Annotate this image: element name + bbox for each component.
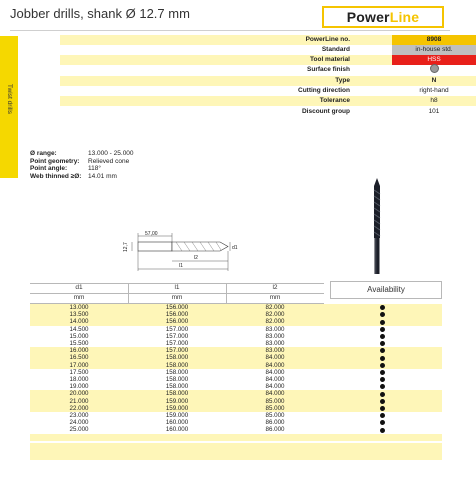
table-cell-l1: 156.000 bbox=[165, 304, 189, 311]
table-row bbox=[30, 354, 324, 361]
table-cell-d1: 16.000 bbox=[69, 347, 89, 355]
availability-dot-icon bbox=[380, 341, 385, 346]
table-cell-l2: 83.000 bbox=[265, 325, 285, 333]
spec-row-discount-group bbox=[60, 107, 476, 117]
column-header-d1: d1 bbox=[75, 284, 83, 291]
table-cell-d1: 17.500 bbox=[69, 368, 89, 376]
table-cell-d1: 14.000 bbox=[69, 318, 89, 326]
header-divider bbox=[10, 30, 450, 31]
param-key: Web thinned ≥Ø: bbox=[30, 172, 82, 180]
spec-row-standard bbox=[60, 45, 476, 55]
table-cell-d1: 13.500 bbox=[69, 311, 89, 319]
availability-dot-icon bbox=[380, 305, 385, 310]
table-cell-l1: 158.000 bbox=[165, 368, 189, 376]
table-cell-l1: 158.000 bbox=[165, 361, 189, 369]
param-key: Ø range: bbox=[30, 150, 57, 157]
table-cell-d1: 15.500 bbox=[69, 340, 89, 347]
param-value: Relieved cone bbox=[88, 157, 130, 165]
availability-dot-icon bbox=[380, 420, 385, 425]
table-cell-l2: 84.000 bbox=[265, 390, 285, 398]
table-cell-l2: 83.000 bbox=[265, 332, 285, 340]
table-row bbox=[30, 426, 324, 433]
table-cell-l2: 82.000 bbox=[265, 318, 285, 326]
param-row bbox=[30, 150, 134, 158]
availability-dot-icon bbox=[380, 413, 385, 418]
table-body bbox=[30, 304, 442, 434]
availability-dot-icon bbox=[380, 312, 385, 317]
table-cell-l1: 159.000 bbox=[165, 412, 189, 419]
spec-label: Tool material bbox=[310, 56, 350, 63]
availability-dot-icon bbox=[380, 377, 385, 382]
table-cell-l1: 158.000 bbox=[165, 390, 189, 398]
table-cell-l1: 159.000 bbox=[165, 404, 189, 412]
table-row bbox=[30, 405, 324, 412]
spec-value-powerline-no: 8908 bbox=[392, 35, 476, 45]
spec-row-tolerance bbox=[60, 96, 476, 106]
spec-value-discount-group: 101 bbox=[428, 108, 440, 115]
unit-l2: mm bbox=[269, 294, 281, 301]
row-band bbox=[30, 434, 442, 441]
table-row bbox=[30, 390, 324, 397]
availability-dot-icon bbox=[380, 327, 385, 332]
table-cell-l2: 83.000 bbox=[265, 347, 285, 355]
table-row bbox=[30, 318, 324, 325]
table-cell-l1: 157.000 bbox=[165, 340, 189, 347]
table-row bbox=[30, 311, 324, 318]
spec-row-type bbox=[60, 76, 476, 86]
table-cell-d1: 22.000 bbox=[69, 404, 89, 412]
table-cell-l2: 84.000 bbox=[265, 383, 285, 391]
table-cell-l1: 159.000 bbox=[165, 397, 189, 405]
dim-left-label: 12,7 bbox=[123, 242, 129, 252]
spec-row-surface-finish bbox=[60, 65, 476, 75]
spec-value-tolerance: h8 bbox=[430, 97, 438, 104]
table-row bbox=[30, 362, 324, 369]
spec-label: Standard bbox=[321, 46, 350, 53]
parameter-list bbox=[30, 150, 134, 180]
side-tab-label: Twist drills bbox=[6, 84, 13, 114]
table-cell-d1: 14.500 bbox=[69, 325, 89, 333]
availability-dot-icon bbox=[380, 384, 385, 389]
table-cell-d1: 15.000 bbox=[69, 332, 89, 340]
availability-header: Availability bbox=[367, 285, 405, 294]
table-cell-d1: 17.000 bbox=[69, 361, 89, 369]
table-cell-d1: 18.000 bbox=[69, 376, 89, 383]
spec-label: Type bbox=[335, 77, 350, 84]
table-cell-l1: 156.000 bbox=[165, 311, 189, 319]
availability-dot-icon bbox=[380, 356, 385, 361]
dim-l1-label: l1 bbox=[179, 263, 183, 269]
dim-d1-label: d1 bbox=[232, 245, 238, 251]
table-cell-l2: 85.000 bbox=[265, 404, 285, 412]
gray-circle-icon bbox=[430, 64, 439, 73]
spec-label: Tolerance bbox=[319, 97, 350, 104]
table-cell-l2: 83.000 bbox=[265, 340, 285, 347]
table-cell-l2: 84.000 bbox=[265, 376, 285, 383]
table-cell-d1: 25.000 bbox=[69, 426, 89, 434]
spec-label: PowerLine no. bbox=[305, 36, 350, 43]
table-cell-l1: 157.000 bbox=[165, 347, 189, 355]
spec-value-standard: in-house std. bbox=[392, 45, 476, 55]
table-cell-l2: 85.000 bbox=[265, 412, 285, 419]
param-row bbox=[30, 165, 134, 173]
table-cell-l1: 158.000 bbox=[165, 383, 189, 391]
table-cell-l2: 85.000 bbox=[265, 397, 285, 405]
spec-value-surface-finish bbox=[392, 65, 476, 75]
param-key: Point geometry: bbox=[30, 157, 80, 165]
availability-dot-icon bbox=[380, 428, 385, 433]
powerline-logo bbox=[322, 6, 444, 28]
table-row bbox=[30, 347, 324, 354]
unit-d1: mm bbox=[73, 294, 85, 301]
spec-value-cutting-direction: right-hand bbox=[419, 87, 449, 94]
spec-value-type: N bbox=[431, 77, 437, 84]
table-cell-l2: 86.000 bbox=[265, 426, 285, 434]
dim-top-label: 57,00 bbox=[145, 231, 158, 237]
logo-text-power: Power bbox=[346, 9, 390, 25]
unit-l1: mm bbox=[171, 294, 183, 301]
table-cell-l2: 84.000 bbox=[265, 361, 285, 369]
table-cell-d1: 16.500 bbox=[69, 354, 89, 362]
spec-label: Discount group bbox=[301, 108, 350, 115]
availability-dot-icon bbox=[380, 406, 385, 411]
table-cell-l2: 82.000 bbox=[265, 311, 285, 319]
table-cell-l1: 160.000 bbox=[165, 426, 189, 434]
availability-dot-icon bbox=[380, 370, 385, 375]
table-cell-l1: 158.000 bbox=[165, 376, 189, 383]
availability-dot-icon bbox=[380, 348, 385, 353]
table-cell-d1: 20.000 bbox=[69, 390, 89, 398]
dimensions-table bbox=[30, 283, 442, 480]
drill-photo bbox=[366, 176, 388, 276]
table-cell-d1: 19.000 bbox=[69, 383, 89, 391]
param-value: 118° bbox=[88, 165, 101, 172]
table-cell-d1: 24.000 bbox=[69, 419, 89, 427]
table-cell-d1: 23.000 bbox=[69, 412, 89, 419]
table-cell-l1: 157.000 bbox=[165, 325, 189, 333]
spec-row-cutting-direction bbox=[60, 86, 476, 96]
drill-technical-drawing bbox=[124, 228, 236, 276]
param-value: 13.000 - 25.000 bbox=[88, 150, 134, 157]
table-row bbox=[30, 419, 324, 426]
table-row bbox=[30, 304, 324, 311]
table-cell-d1: 21.000 bbox=[69, 397, 89, 405]
table-cell-l2: 82.000 bbox=[265, 304, 285, 311]
table-cell-l1: 157.000 bbox=[165, 332, 189, 340]
table-cell-d1: 13.000 bbox=[69, 304, 89, 311]
table-cell-l1: 160.000 bbox=[165, 419, 189, 427]
table-cell-l2: 86.000 bbox=[265, 419, 285, 427]
table-row bbox=[30, 340, 324, 347]
param-value: 14.01 mm bbox=[88, 172, 117, 180]
spec-row-tool-material bbox=[60, 55, 476, 65]
param-key: Point angle: bbox=[30, 165, 68, 172]
table-cell-l1: 156.000 bbox=[165, 318, 189, 326]
table-cell-l2: 84.000 bbox=[265, 368, 285, 376]
table-cell-l1: 158.000 bbox=[165, 354, 189, 362]
column-header-l1: l1 bbox=[174, 284, 180, 291]
table-cell-l2: 84.000 bbox=[265, 354, 285, 362]
dim-l2-label: l2 bbox=[194, 255, 198, 261]
table-row bbox=[30, 412, 324, 419]
spec-value-tool-material: HSS bbox=[392, 55, 476, 65]
param-row bbox=[30, 173, 134, 181]
logo-text-line: Line bbox=[389, 9, 420, 25]
availability-dot-icon bbox=[380, 392, 385, 397]
table-row bbox=[30, 398, 324, 405]
param-row bbox=[30, 158, 134, 166]
table-row bbox=[30, 326, 324, 333]
availability-dot-icon bbox=[380, 334, 385, 339]
spec-label: Cutting direction bbox=[298, 87, 350, 94]
row-band bbox=[30, 443, 442, 460]
availability-dot-icon bbox=[380, 320, 385, 325]
table-row bbox=[30, 369, 324, 376]
availability-dot-icon bbox=[380, 363, 385, 368]
spec-table bbox=[30, 35, 453, 117]
table-row bbox=[30, 383, 324, 390]
spec-row-powerline-no bbox=[60, 35, 476, 45]
table-row bbox=[30, 376, 324, 383]
availability-dot-icon bbox=[380, 399, 385, 404]
page-title: Jobber drills, shank Ø 12.7 mm bbox=[10, 6, 190, 21]
spec-label: Surface finish bbox=[307, 66, 350, 73]
column-header-l2: l2 bbox=[272, 284, 278, 291]
table-row bbox=[30, 333, 324, 340]
